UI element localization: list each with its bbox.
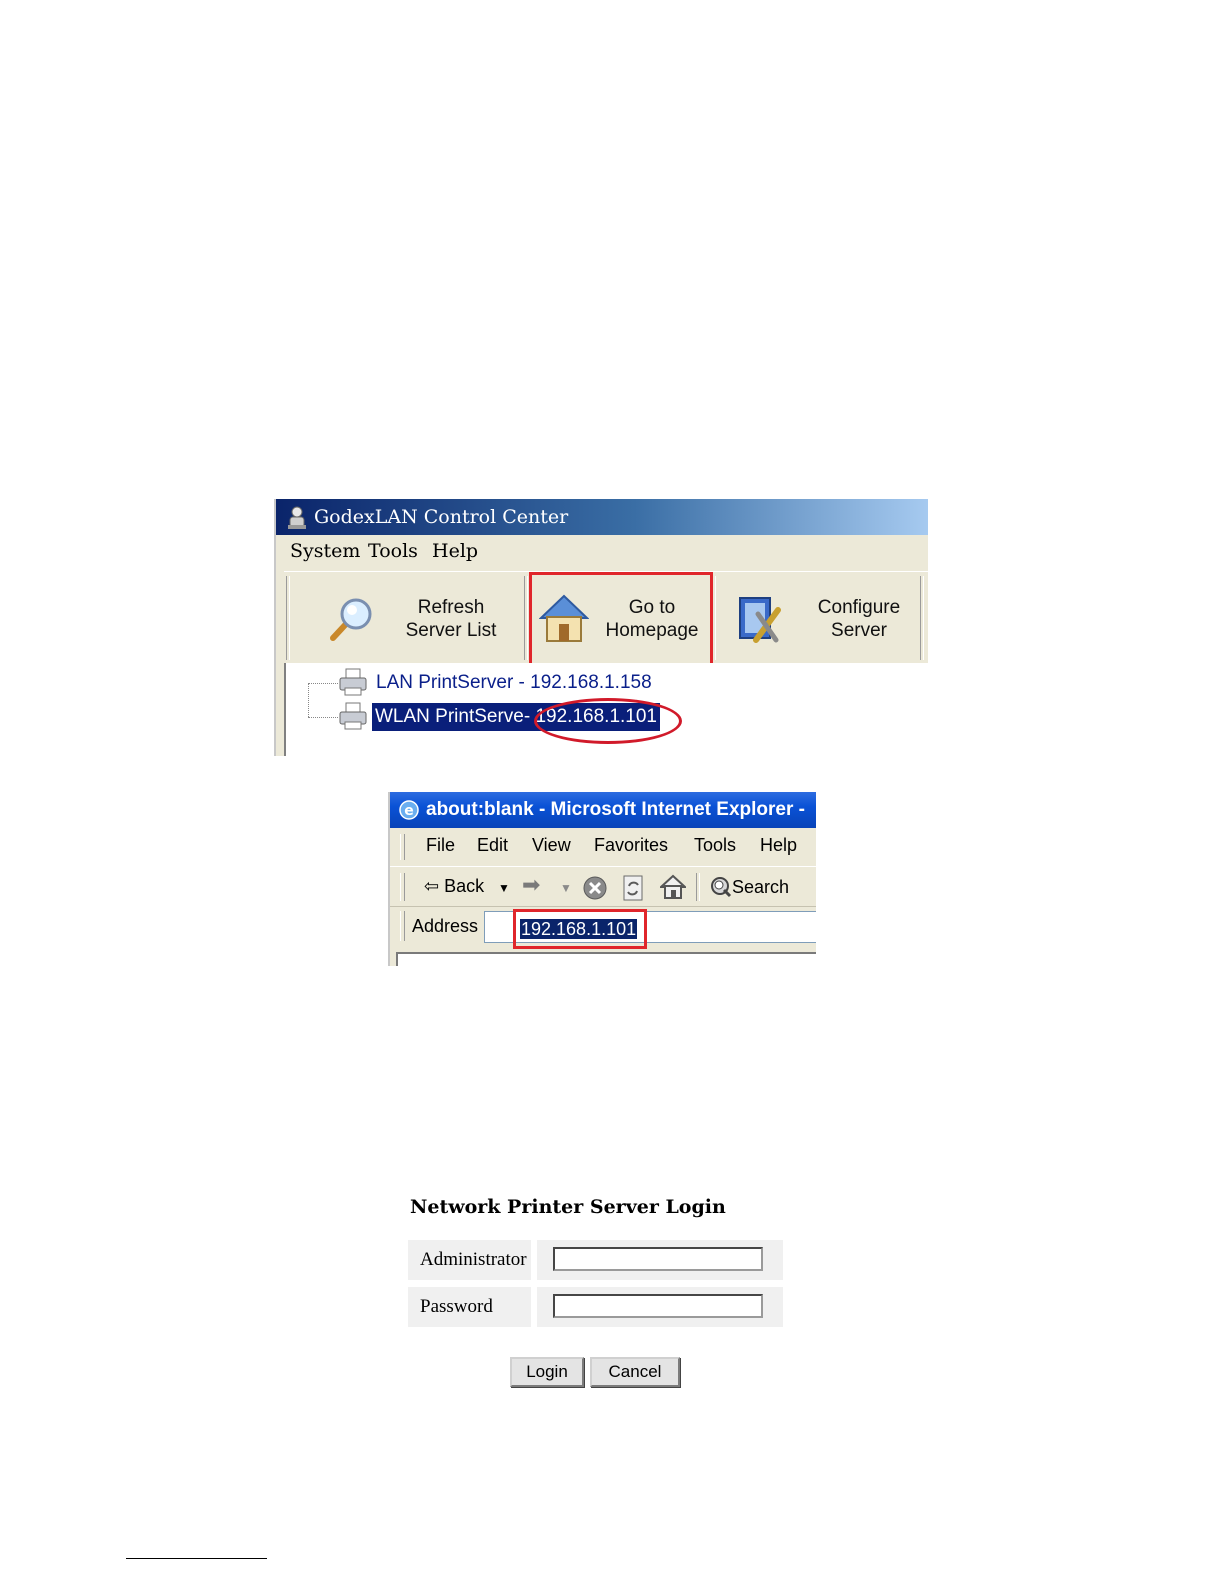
- server-wlan-name: WLAN PrintServe: [375, 706, 524, 727]
- home-label-line1: Go to: [628, 597, 676, 618]
- toolbar-grip[interactable]: [400, 873, 405, 901]
- home-label-line2: Homepage: [605, 620, 699, 641]
- footnote-separator: [126, 1558, 267, 1559]
- menu-favorites[interactable]: Favorites: [594, 835, 669, 855]
- configure-label-line2: Server: [831, 620, 887, 641]
- refresh-icon[interactable]: [622, 874, 644, 902]
- ip-highlight-circle: [534, 698, 682, 744]
- search-icon: [710, 876, 732, 898]
- printer-icon: [338, 701, 368, 731]
- back-label: Back: [444, 876, 485, 896]
- forward-arrow-icon[interactable]: ➡: [522, 872, 541, 897]
- administrator-cell: [537, 1240, 783, 1280]
- ie-toolbar: [390, 866, 816, 907]
- server-item-lan[interactable]: LAN PrintServer - 192.168.1.158: [376, 672, 652, 693]
- tree-connector: [308, 717, 338, 718]
- ie-logo-icon: [398, 799, 420, 821]
- toolbar-grip[interactable]: [400, 911, 405, 941]
- ie-content-area: [396, 952, 816, 966]
- cancel-button[interactable]: Cancel: [590, 1357, 680, 1387]
- ie-titlebar[interactable]: [390, 792, 816, 828]
- menu-edit[interactable]: Edit: [477, 835, 509, 855]
- refresh-label-line2: Server List: [405, 620, 497, 641]
- homepage-highlight-box: [529, 572, 713, 666]
- password-input[interactable]: [553, 1294, 763, 1318]
- godex-app-icon: [286, 506, 308, 530]
- address-value[interactable]: 192.168.1.101: [521, 919, 637, 939]
- tree-connector: [308, 683, 338, 684]
- search-label: Search: [732, 877, 790, 897]
- godex-window-title: GodexLAN Control Center: [314, 506, 569, 528]
- toolbar-separator: [524, 576, 528, 660]
- godex-window: [274, 499, 928, 756]
- godex-titlebar[interactable]: [276, 499, 928, 535]
- password-label: Password: [408, 1287, 531, 1327]
- tree-connector: [308, 683, 309, 717]
- address-highlight-box: [513, 909, 647, 949]
- toolbar-separator: [920, 576, 924, 660]
- administrator-input[interactable]: [553, 1247, 763, 1271]
- menu-tools[interactable]: Tools: [368, 540, 418, 562]
- server-wlan-ip: - 192.168.1.101: [523, 706, 657, 727]
- ie-menubar: [390, 830, 816, 864]
- godex-toolbar: [284, 571, 928, 666]
- menu-help[interactable]: Help: [760, 835, 798, 855]
- printer-icon: [338, 667, 368, 697]
- login-form: [408, 1196, 788, 1396]
- back-arrow-icon: ⇦: [424, 876, 440, 896]
- ie-window-title: about:blank - Microsoft Internet Explorer -: [426, 799, 805, 820]
- refresh-label-line1: Refresh: [417, 597, 485, 618]
- forward-dropdown-icon[interactable]: ▼: [560, 881, 572, 895]
- svg-text:e: e: [404, 803, 414, 819]
- login-button[interactable]: Login: [510, 1357, 584, 1387]
- server-tree: [284, 663, 928, 756]
- menu-tools[interactable]: Tools: [694, 835, 737, 855]
- godex-menubar: [276, 536, 928, 568]
- menu-system[interactable]: System: [290, 540, 361, 562]
- menu-help[interactable]: Help: [432, 540, 479, 562]
- toolbar-separator: [696, 873, 700, 901]
- login-title: Network Printer Server Login: [410, 1196, 726, 1218]
- configure-server-button[interactable]: [716, 572, 916, 664]
- ie-window: [388, 792, 816, 966]
- back-button[interactable]: [424, 876, 484, 897]
- configure-tools-icon: [736, 592, 786, 646]
- toolbar-separator: [286, 576, 290, 660]
- home-icon[interactable]: [660, 874, 686, 900]
- menu-view[interactable]: View: [532, 835, 571, 855]
- menu-file[interactable]: File: [426, 835, 456, 855]
- magnifier-icon: [328, 594, 376, 642]
- back-dropdown-icon[interactable]: ▼: [498, 881, 510, 895]
- search-button[interactable]: [710, 876, 789, 898]
- configure-label-line1: Configure: [817, 597, 901, 618]
- refresh-server-list-button[interactable]: [294, 572, 524, 664]
- stop-icon[interactable]: [582, 875, 608, 901]
- password-cell: [537, 1287, 783, 1327]
- administrator-label: Administrator: [408, 1240, 531, 1280]
- toolbar-grip[interactable]: [400, 834, 405, 860]
- address-label: Address: [412, 916, 479, 936]
